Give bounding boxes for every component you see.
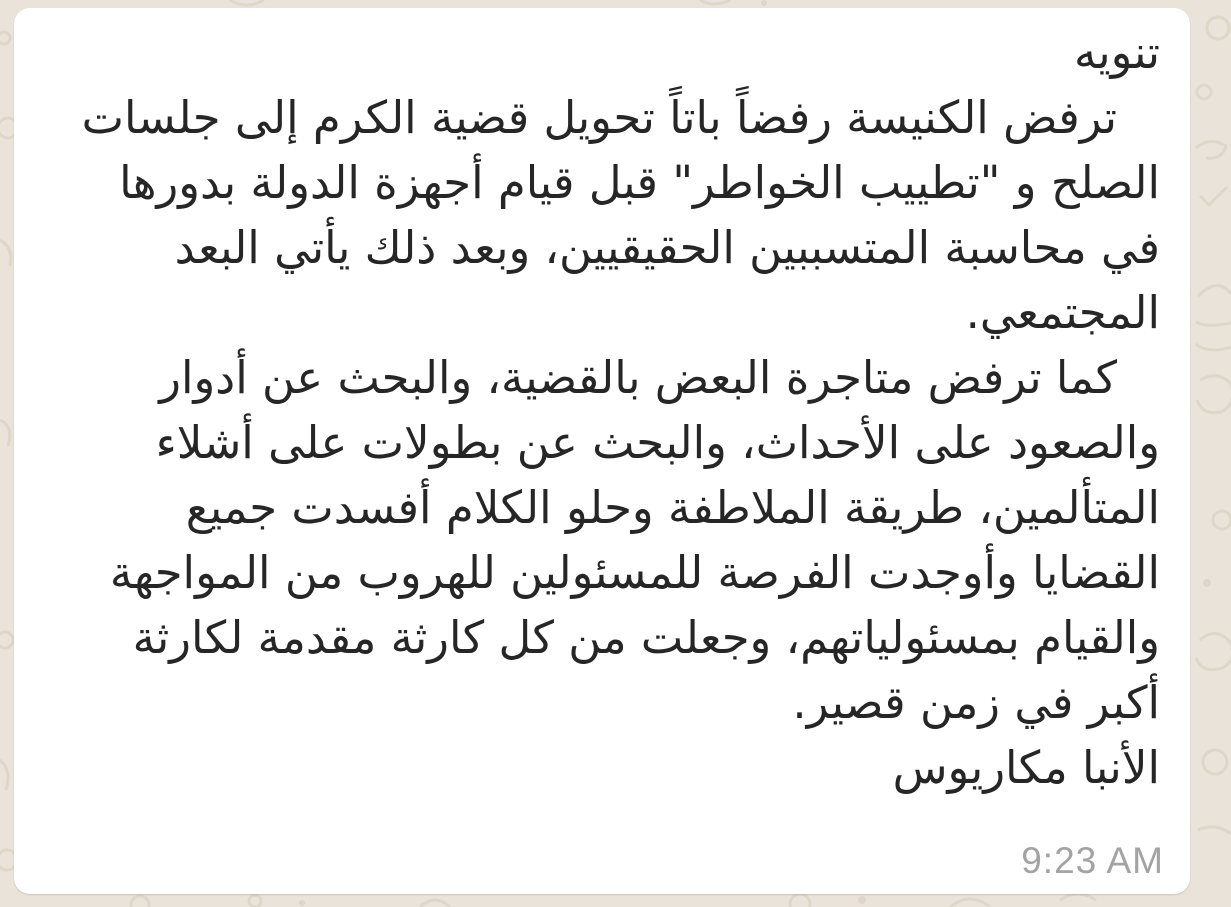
message-line: والقيام بمسئولياتهم، وجعلت من كل كارثة مقدمة لكارثة [132, 611, 1160, 664]
message-line: المتألمين، طريقة الملاطفة وحلو الكلام أفسدت جميع [185, 481, 1160, 534]
message-line: أكبر في زمن قصير. [792, 676, 1160, 729]
incoming-message-bubble[interactable] [14, 8, 1190, 894]
message-line: ترفض الكنيسة رفضاً باتاً تحويل قضية الكرم إلى جلسات [81, 91, 1160, 144]
message-line: في محاسبة المتسببين الحقيقيين، وبعد ذلك يأتي البعد [174, 221, 1160, 274]
message-line: كما ترفض متاجرة البعض بالقضية، والبحث عن أدوار [159, 351, 1160, 404]
message-line: تنويه [1073, 26, 1160, 79]
message-line: والصعود على الأحداث، والبحث عن بطولات على أشلاء [155, 416, 1160, 469]
message-text [44, 20, 1160, 800]
message-line: الصلح و "تطييب الخواطر" قبل قيام أجهزة الدولة بدورها [119, 156, 1160, 209]
message-line: القضايا وأوجدت الفرصة للمسئولين للهروب من المواجهة [109, 546, 1160, 599]
message-line: الأنبا مكاريوس [892, 741, 1160, 794]
message-line: المجتمعي. [965, 286, 1160, 339]
message-timestamp: 9:23 AM [1021, 840, 1164, 881]
